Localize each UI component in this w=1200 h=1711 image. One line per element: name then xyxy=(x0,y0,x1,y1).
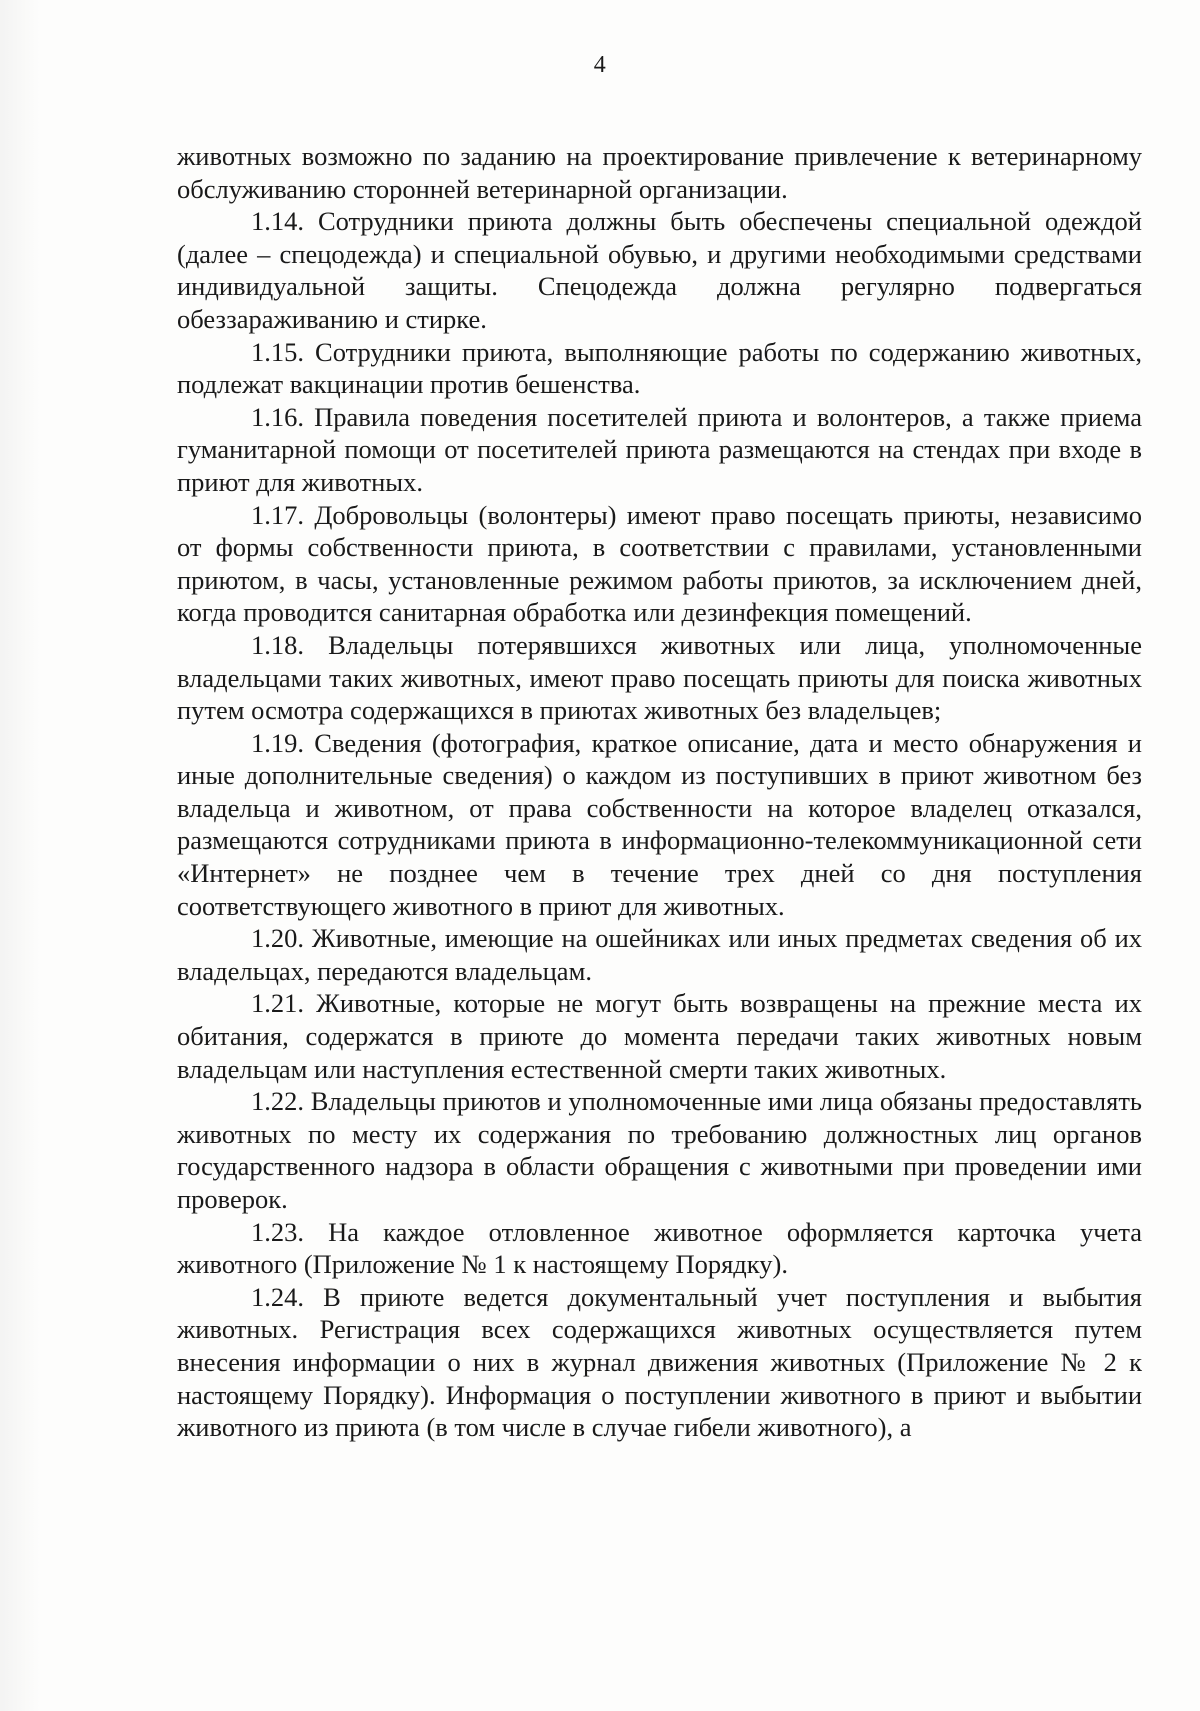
paragraph-1-18: 1.18. Владельцы потерявшихся животных или лица, уполномоченные владельцами таких животных, имеют право посещать приюты для поиска животных путем осмотра содержащихся в приютах животных без владельцев; xyxy=(177,629,1142,726)
paragraph-1-16: 1.16. Правила поведения посетителей приюта и волонтеров, а также приема гуманитарной помощи от посетителей приюта размещаются на стендах при входе в приют для животных. xyxy=(177,401,1142,497)
paragraph-1-21: 1.21. Животные, которые не могут быть возвращены на прежние места их обитания, содержатся в приюте до момента передачи таких животных новым владельцам или наступления естественной смерти таких животных. xyxy=(177,988,1142,1084)
paragraph-1-15: 1.15. Сотрудники приюта, выполняющие работы по содержанию животных, подлежат вакцинации против бешенства. xyxy=(177,336,1142,400)
paragraph-1-14: 1.14. Сотрудники приюта должны быть обеспечены специальной одеждой (далее – спецодежда) и специальной обувью, и другими необходимыми средствами индивидуальной защиты. Спецодежда должна регулярно подвергаться обеззараживанию и стирке. xyxy=(177,206,1142,334)
paragraph-1-17: 1.17. Добровольцы (волонтеры) имеют право посещать приюты, независимо от формы собственности приюта, в соответствии с правилами, установленными приютом, в часы, установленные режимом работы приютов, за исключением дней, когда проводится санитарная обработка или дезинфекция помещений. xyxy=(177,499,1142,628)
paragraph-1-22: 1.22. Владельцы приютов и уполномоченные ими лица обязаны предоставлять животных по месту их содержания по требованию должностных лиц органов государственного надзора в области обращения с животными при проведении ими проверок. xyxy=(177,1086,1142,1214)
paragraph-1-24: 1.24. В приюте ведется документальный учет поступления и выбытия животных. Регистрация всех содержащихся животных осуществляется путем внесения информации о них в журнал движения животных (Приложение № 2 к настоящему Порядку). Информация о поступлении животного в приют и выбытии животного из приюта (в том числе в случае гибели животного), а xyxy=(177,1281,1142,1443)
paragraph-continuation: животных возможно по заданию на проектирование привлечение к ветеринарному обслуживанию сторонней ветеринарной организации. xyxy=(177,141,1142,204)
paragraph-1-20: 1.20. Животные, имеющие на ошейниках или иных предметах сведения об их владельцах, передаются владельцам. xyxy=(177,923,1142,986)
document-body xyxy=(177,140,1142,1444)
page-number: 4 xyxy=(593,52,607,78)
paragraph-1-23: 1.23. На каждое отловленное животное оформляется карточка учета животного (Приложение № 1 к настоящему Порядку). xyxy=(177,1216,1142,1280)
scan-edge-shadow xyxy=(0,0,40,1711)
paragraph-1-19: 1.19. Сведения (фотография, краткое описание, дата и место обнаружения и иные дополнительные сведения) о каждом из поступивших в приют животном без владельца и животном, от права собственности на которое владелец отказался, размещаются сотрудниками приюта в информационно-телекоммуникационной сети «Интернет» не позднее чем в течение трех дней со дня поступления соответствующего животного в приют для животных. xyxy=(177,727,1142,921)
